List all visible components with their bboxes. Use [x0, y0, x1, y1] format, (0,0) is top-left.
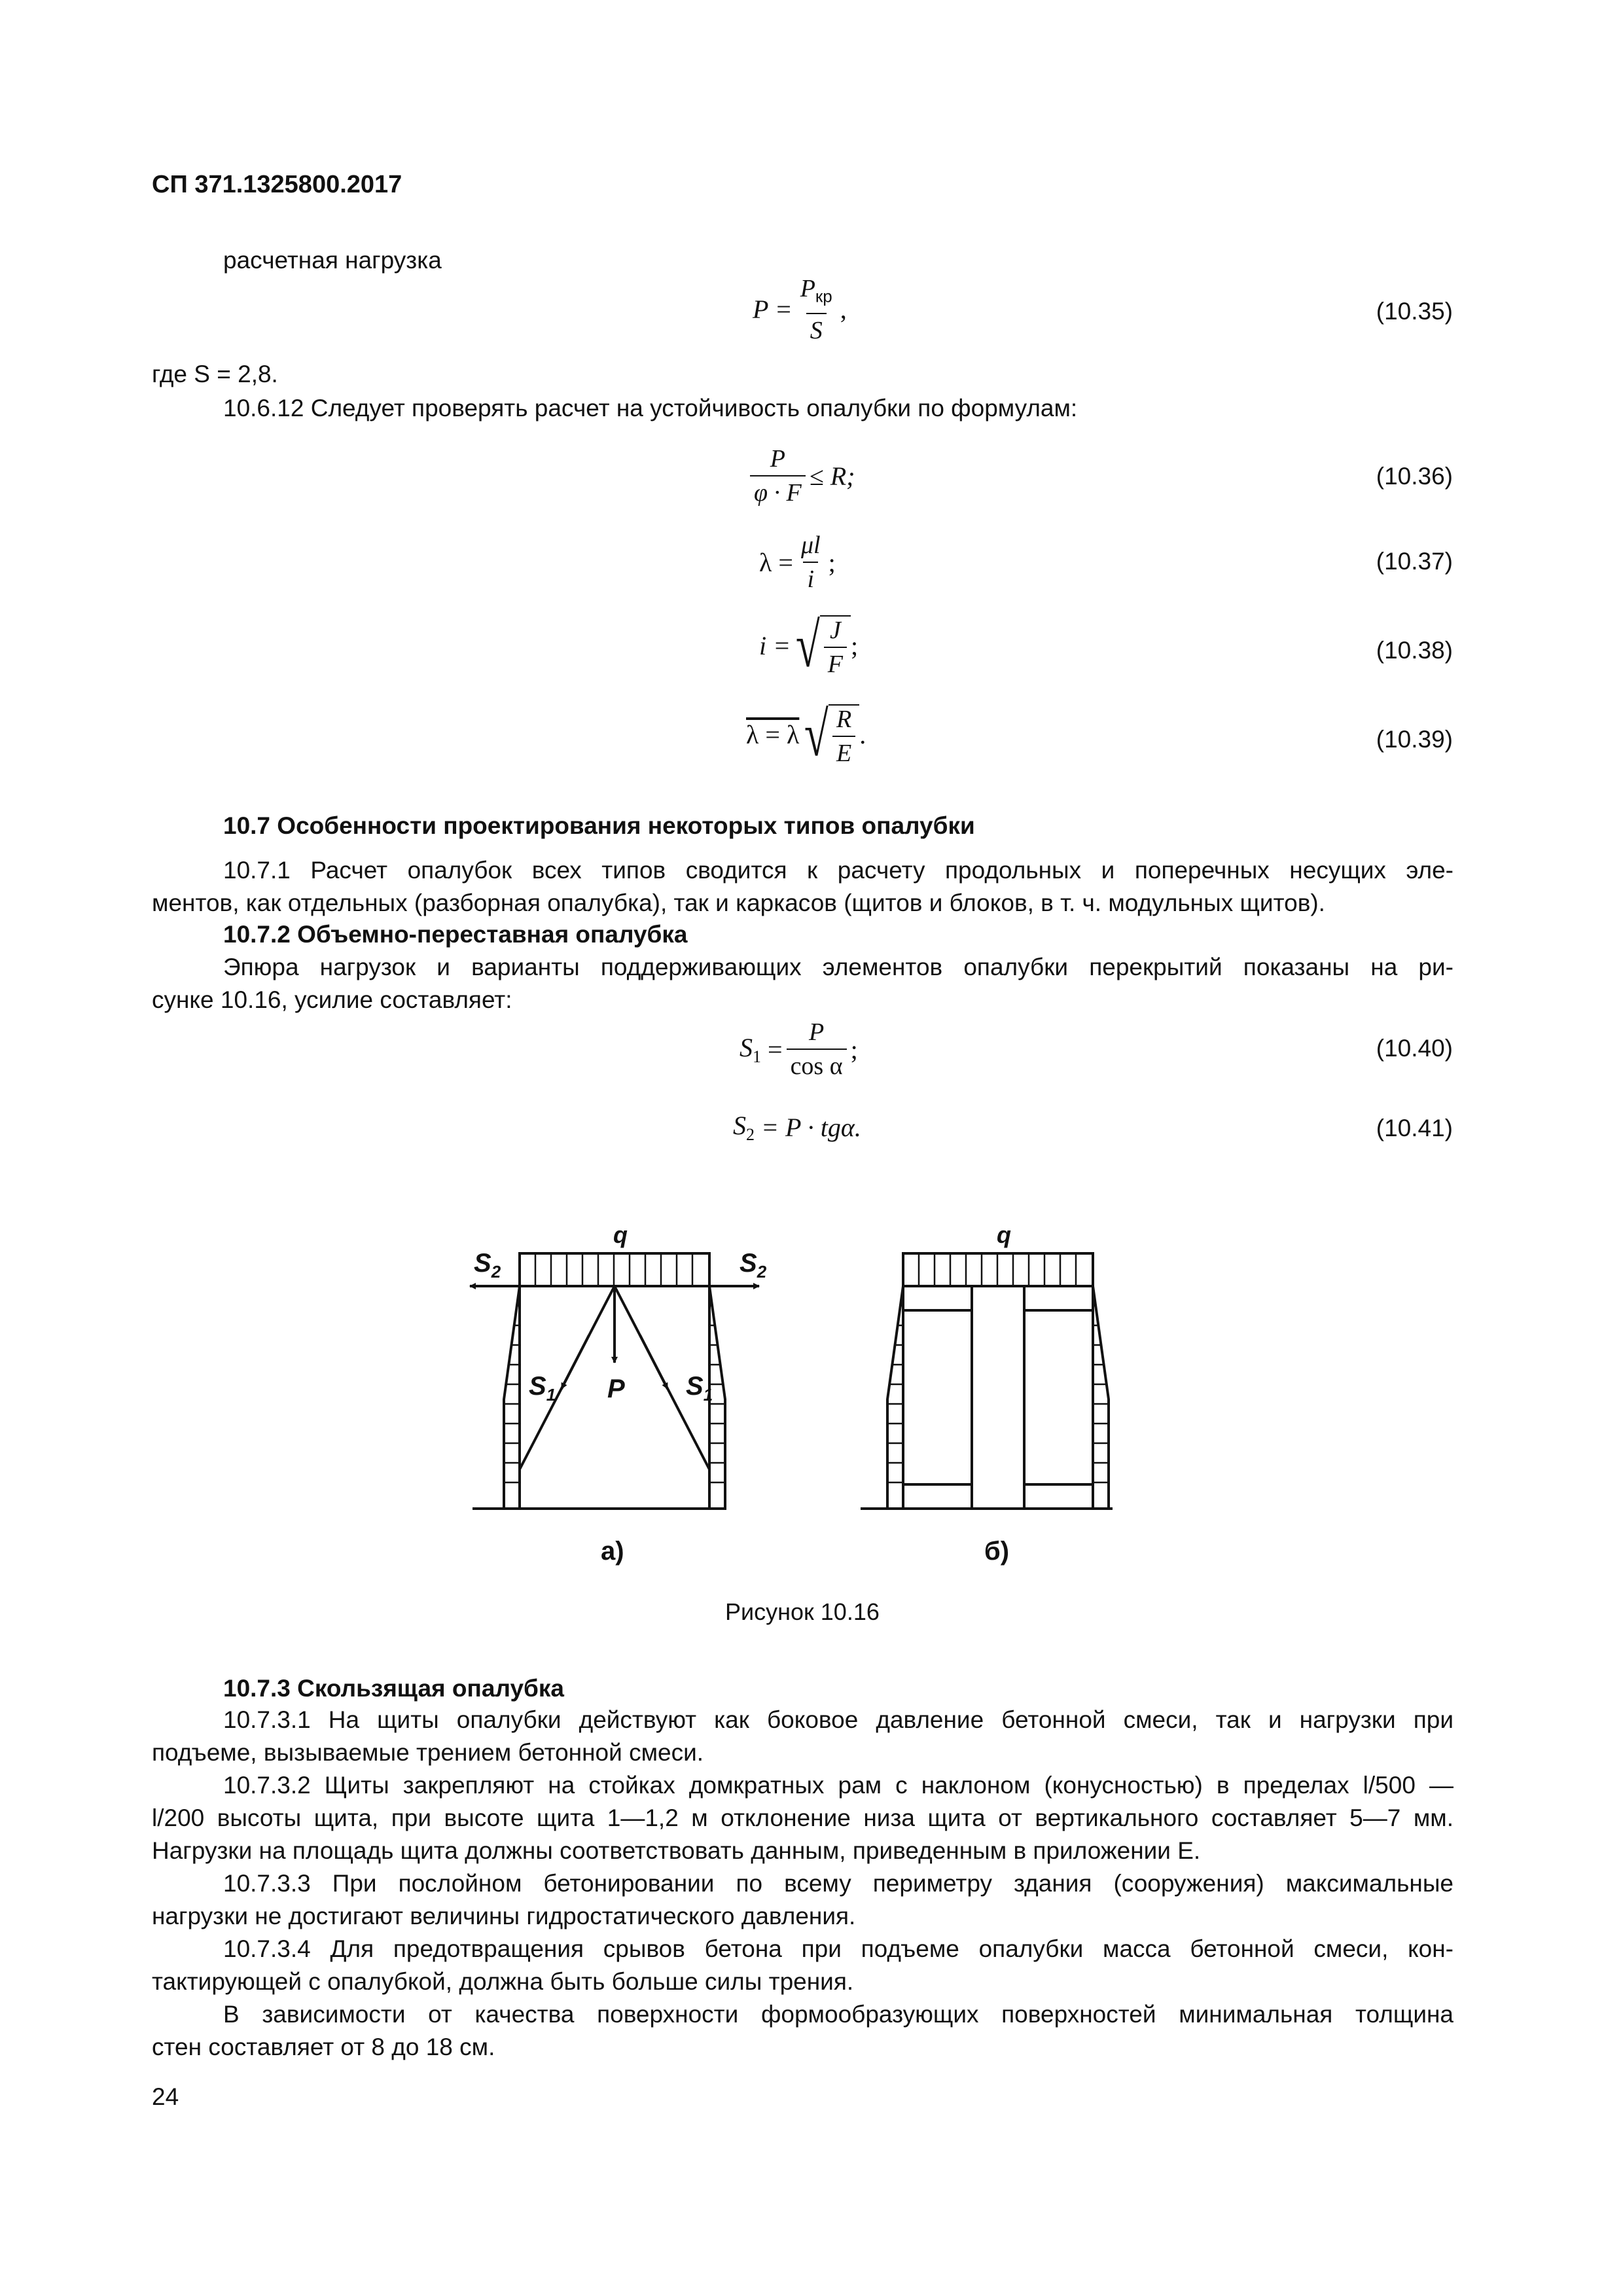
paragraph-10-7-2-line2: сунке 10.16, усилие составляет: [152, 986, 512, 1013]
paragraph-10-7-3-3-line2: нагрузки не достигают величины гидростатического давления. [152, 1903, 856, 1929]
eq-10-36-num: P [770, 445, 785, 473]
eq-10-39-den: E [832, 736, 855, 767]
equation-number-10-40: (10.40) [1376, 1035, 1453, 1062]
where-s-line: где S = 2,8. [152, 361, 278, 387]
eq-10-40-lhs: S [740, 1032, 753, 1062]
equation-number-10-36: (10.36) [1376, 463, 1453, 490]
diagram-b [861, 1253, 1113, 1509]
eq-10-37-num: μl [800, 531, 821, 559]
paragraph-10-7-3-2-line2: l/200 высоты щита, при высоте щита 1—1,2 м отклонение низа щита от вертикального составляет 5—7 мм. [152, 1804, 1454, 1831]
eq-10-36-den: φ · F [750, 475, 806, 507]
eq-10-35-lhs: P = [753, 295, 793, 325]
equation-number-10-35: (10.35) [1376, 298, 1453, 325]
paragraph-10-6-12: 10.6.12 Следует проверять расчет на устойчивость опалубки по формулам: [223, 395, 1078, 422]
paragraph-10-7-3-1-line2: подъеме, вызываемые трением бетонной смеси. [152, 1739, 704, 1766]
equation-10-38 [759, 610, 859, 680]
paragraph-10-7-1-line1: 10.7.1 Расчет опалубок всех типов сводится к расчету продольных и поперечных несущих эле- [223, 857, 1454, 884]
eq-10-40-punct: ; [850, 1034, 858, 1064]
eq-10-38-punct: ; [851, 630, 859, 660]
label-p: P [607, 1374, 625, 1403]
label-s1-right: $S_1$ [686, 1372, 713, 1405]
eq-10-40-fraction [787, 1018, 847, 1080]
paragraph-10-7-3-2-line1: 10.7.3.2 Щиты закрепляют на стойках домкратных рам с наклоном (конусностью) в пределах l/500 — [223, 1772, 1454, 1799]
eq-10-39-punct: . [859, 719, 866, 749]
eq-10-40-lhs-sub: 1 [753, 1047, 761, 1066]
eq-10-35-punct: , [840, 295, 847, 325]
section-heading-10-7-3: 10.7.3 Скользящая опалубка [223, 1675, 564, 1702]
eq-10-40-den: cos α [787, 1049, 847, 1080]
label-s1-left: $S_1$ [529, 1372, 556, 1405]
eq-10-38-den: F [824, 647, 847, 678]
eq-10-35-fraction [796, 275, 836, 344]
equation-10-39 [746, 699, 866, 769]
eq-10-39-lhs: λ = λ [746, 719, 800, 749]
eq-10-41-lhs-sub: 2 [746, 1125, 755, 1144]
label-diagram-a: а) [601, 1537, 624, 1566]
label-s2-right: $S_2$ [740, 1249, 767, 1282]
eq-10-40-num: P [808, 1018, 825, 1046]
sqrt-icon: √ [796, 610, 820, 680]
equation-10-36 [746, 445, 855, 507]
document-code: СП 371.1325800.2017 [152, 171, 402, 198]
equation-10-41 [733, 1110, 861, 1145]
eq-10-38-sqrt [791, 610, 851, 680]
arrow-s1-left [562, 1335, 589, 1389]
right-pressure-diagram-b [1093, 1286, 1109, 1509]
paragraph-design-load: расчетная нагрузка [223, 247, 442, 274]
paragraph-10-7-3-2-line3: Нагрузки на площадь щита должны соответствовать данным, приведенным в приложении Е. [152, 1837, 1201, 1864]
eq-10-35-den: S [806, 313, 827, 344]
paragraph-thickness-line2: стен составляет от 8 до 18 см. [152, 2034, 495, 2060]
eq-10-35-num-sub: кр [815, 286, 832, 306]
section-heading-10-7-2: 10.7.2 Объемно-переставная опалубка [223, 921, 688, 948]
eq-10-35-num: P [800, 275, 815, 302]
page-number: 24 [152, 2083, 179, 2110]
paragraph-10-7-3-3-line1: 10.7.3.3 При послойном бетонировании по всему периметру здания (сооружения) максимальные [223, 1870, 1454, 1897]
eq-10-36-rhs: ≤ R; [809, 461, 855, 491]
paragraph-thickness-line1: В зависимости от качества поверхности формообразующих поверхностей минимальная толщина [223, 2001, 1454, 2028]
equation-number-10-38: (10.38) [1376, 637, 1453, 664]
arrow-s1-right [640, 1335, 668, 1389]
paragraph-10-7-3-1-line1: 10.7.3.1 На щиты опалубки действуют как боковое давление бетонной смеси, так и нагрузки при [223, 1706, 1454, 1733]
eq-10-41-rhs: = P · tgα. [761, 1113, 861, 1142]
figure-10-16 [458, 1211, 1165, 1584]
eq-10-36-fraction [750, 445, 806, 507]
eq-10-38-fraction [824, 617, 847, 678]
eq-10-37-fraction [797, 531, 825, 593]
eq-10-37-den: i [803, 562, 818, 593]
left-pressure-diagram-a [504, 1286, 520, 1509]
eq-10-41-lhs: S [733, 1111, 746, 1140]
eq-10-37-lhs: λ = [759, 547, 793, 577]
section-heading-10-7: 10.7 Особенности проектирования некоторых типов опалубки [223, 812, 975, 839]
equation-10-37 [759, 531, 836, 593]
equation-10-40 [740, 1018, 858, 1080]
equation-10-35 [753, 275, 847, 344]
paragraph-10-7-3-4-line1: 10.7.3.4 Для предотвращения срывов бетона при подъеме опалубки масса бетонной смеси, кон- [223, 1935, 1454, 1962]
eq-10-39-num: R [836, 706, 852, 733]
figure-caption: Рисунок 10.16 [725, 1598, 880, 1625]
left-pressure-diagram-b [887, 1286, 903, 1509]
label-s2-left: $S_2$ [474, 1249, 501, 1282]
sqrt-icon: √ [804, 699, 829, 769]
equation-number-10-39: (10.39) [1376, 726, 1453, 753]
eq-10-39-fraction [832, 706, 855, 767]
eq-10-39-sqrt [799, 699, 859, 769]
eq-10-37-punct: ; [828, 547, 836, 577]
paragraph-10-7-2-line1: Эпюра нагрузок и варианты поддерживающих элементов опалубки перекрытий показаны на ри- [223, 954, 1454, 980]
paragraph-10-7-3-4-line2: тактирующей с опалубкой, должна быть больше силы трения. [152, 1968, 854, 1995]
label-q-b: q [997, 1221, 1011, 1248]
label-diagram-b: б) [984, 1537, 1010, 1566]
equation-number-10-41: (10.41) [1376, 1115, 1453, 1141]
paragraph-10-7-1-line2: ментов, как отдельных (разборная опалубка), так и каркасов (щитов и блоков, в т. ч. модульных щитов). [152, 889, 1325, 916]
label-q-a: q [613, 1221, 628, 1248]
equation-number-10-37: (10.37) [1376, 548, 1453, 575]
eq-10-40-eq: = [768, 1034, 783, 1064]
eq-10-38-num: J [829, 617, 841, 644]
eq-10-38-lhs: i = [759, 630, 791, 660]
